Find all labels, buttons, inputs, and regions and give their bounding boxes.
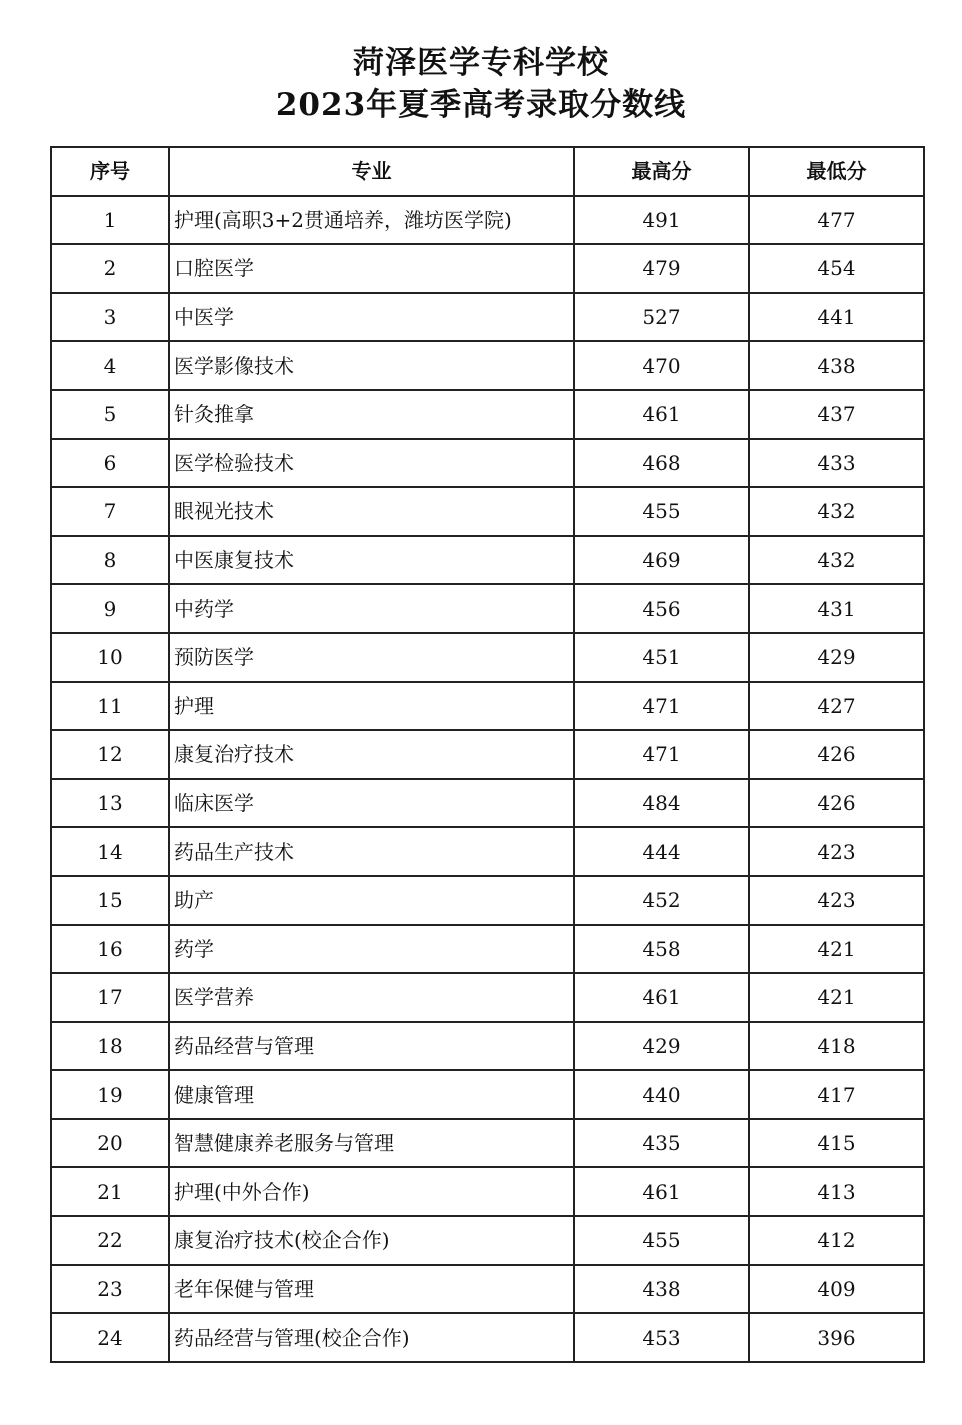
table-row — [51, 584, 924, 633]
table-row — [51, 682, 924, 731]
table-header-row — [51, 147, 924, 196]
cell-major: 中医康复技术 — [169, 536, 574, 585]
cell-min-score: 438 — [749, 341, 924, 390]
cell-min-score: 423 — [749, 827, 924, 876]
cell-min-score: 417 — [749, 1070, 924, 1119]
cell-no: 8 — [51, 536, 169, 585]
cell-major: 药品生产技术 — [169, 827, 574, 876]
cell-min-score: 454 — [749, 244, 924, 293]
table-row — [51, 536, 924, 585]
cell-min-score: 418 — [749, 1022, 924, 1071]
cell-max-score: 461 — [574, 973, 749, 1022]
cell-max-score: 484 — [574, 779, 749, 828]
table-row — [51, 1070, 924, 1119]
header-min-score: 最低分 — [749, 147, 924, 196]
cell-major: 老年保健与管理 — [169, 1265, 574, 1314]
cell-no: 5 — [51, 390, 169, 439]
table-row — [51, 1167, 924, 1216]
cell-major: 医学检验技术 — [169, 439, 574, 488]
table-row — [51, 341, 924, 390]
cell-major: 助产 — [169, 876, 574, 925]
cell-no: 9 — [51, 584, 169, 633]
cell-max-score: 461 — [574, 390, 749, 439]
cell-max-score: 479 — [574, 244, 749, 293]
table-body — [51, 196, 924, 1362]
cell-no: 11 — [51, 682, 169, 731]
cell-major: 中医学 — [169, 293, 574, 342]
table-row — [51, 1265, 924, 1314]
header-major: 专业 — [169, 147, 574, 196]
cell-major: 预防医学 — [169, 633, 574, 682]
cell-min-score: 423 — [749, 876, 924, 925]
cell-max-score: 453 — [574, 1313, 749, 1362]
cell-max-score: 456 — [574, 584, 749, 633]
cell-major: 康复治疗技术 — [169, 730, 574, 779]
table-row — [51, 196, 924, 245]
table-row — [51, 925, 924, 974]
table-row — [51, 1022, 924, 1071]
cell-no: 16 — [51, 925, 169, 974]
cell-major: 口腔医学 — [169, 244, 574, 293]
cell-major: 中药学 — [169, 584, 574, 633]
table-row — [51, 730, 924, 779]
cell-no: 15 — [51, 876, 169, 925]
cell-max-score: 468 — [574, 439, 749, 488]
admission-score-table — [50, 146, 925, 1363]
cell-no: 10 — [51, 633, 169, 682]
cell-max-score: 438 — [574, 1265, 749, 1314]
cell-min-score: 433 — [749, 439, 924, 488]
cell-max-score: 470 — [574, 341, 749, 390]
cell-min-score: 426 — [749, 730, 924, 779]
cell-major: 护理(中外合作) — [169, 1167, 574, 1216]
cell-no: 2 — [51, 244, 169, 293]
table-row — [51, 293, 924, 342]
cell-min-score: 396 — [749, 1313, 924, 1362]
cell-max-score: 469 — [574, 536, 749, 585]
table-row — [51, 487, 924, 536]
document-title-school: 菏泽医学专科学校 — [353, 45, 609, 81]
cell-min-score: 409 — [749, 1265, 924, 1314]
table-row — [51, 439, 924, 488]
header-no: 序号 — [51, 147, 169, 196]
cell-no: 20 — [51, 1119, 169, 1168]
cell-no: 17 — [51, 973, 169, 1022]
cell-no: 7 — [51, 487, 169, 536]
cell-max-score: 452 — [574, 876, 749, 925]
cell-min-score: 441 — [749, 293, 924, 342]
cell-no: 6 — [51, 439, 169, 488]
cell-no: 24 — [51, 1313, 169, 1362]
table-row — [51, 244, 924, 293]
cell-no: 21 — [51, 1167, 169, 1216]
cell-min-score: 477 — [749, 196, 924, 245]
cell-major: 药品经营与管理 — [169, 1022, 574, 1071]
cell-min-score: 426 — [749, 779, 924, 828]
cell-no: 3 — [51, 293, 169, 342]
cell-no: 13 — [51, 779, 169, 828]
table-row — [51, 1119, 924, 1168]
cell-no: 4 — [51, 341, 169, 390]
cell-no: 19 — [51, 1070, 169, 1119]
cell-major: 医学营养 — [169, 973, 574, 1022]
table-row — [51, 390, 924, 439]
cell-no: 23 — [51, 1265, 169, 1314]
cell-major: 眼视光技术 — [169, 487, 574, 536]
cell-max-score: 440 — [574, 1070, 749, 1119]
cell-max-score: 451 — [574, 633, 749, 682]
table-row — [51, 633, 924, 682]
cell-min-score: 415 — [749, 1119, 924, 1168]
cell-min-score: 413 — [749, 1167, 924, 1216]
table-row — [51, 973, 924, 1022]
cell-major: 药学 — [169, 925, 574, 974]
cell-major: 护理(高职3+2贯通培养，潍坊医学院) — [169, 196, 574, 245]
cell-max-score: 471 — [574, 730, 749, 779]
table-row — [51, 1313, 924, 1362]
cell-max-score: 435 — [574, 1119, 749, 1168]
cell-min-score: 412 — [749, 1216, 924, 1265]
cell-major: 康复治疗技术(校企合作) — [169, 1216, 574, 1265]
cell-no: 1 — [51, 196, 169, 245]
cell-max-score: 527 — [574, 293, 749, 342]
cell-min-score: 432 — [749, 487, 924, 536]
cell-max-score: 455 — [574, 487, 749, 536]
cell-no: 18 — [51, 1022, 169, 1071]
cell-max-score: 471 — [574, 682, 749, 731]
document-title-subject: 2023年夏季高考录取分数线 — [275, 87, 687, 123]
table-row — [51, 779, 924, 828]
cell-no: 22 — [51, 1216, 169, 1265]
cell-min-score: 421 — [749, 925, 924, 974]
cell-no: 14 — [51, 827, 169, 876]
cell-major: 医学影像技术 — [169, 341, 574, 390]
cell-min-score: 421 — [749, 973, 924, 1022]
cell-min-score: 429 — [749, 633, 924, 682]
cell-max-score: 444 — [574, 827, 749, 876]
cell-major: 针灸推拿 — [169, 390, 574, 439]
table-row — [51, 827, 924, 876]
cell-max-score: 429 — [574, 1022, 749, 1071]
cell-max-score: 455 — [574, 1216, 749, 1265]
cell-major: 健康管理 — [169, 1070, 574, 1119]
cell-major: 护理 — [169, 682, 574, 731]
cell-no: 12 — [51, 730, 169, 779]
cell-max-score: 458 — [574, 925, 749, 974]
header-max-score: 最高分 — [574, 147, 749, 196]
cell-min-score: 431 — [749, 584, 924, 633]
cell-min-score: 437 — [749, 390, 924, 439]
table-row — [51, 876, 924, 925]
cell-max-score: 491 — [574, 196, 749, 245]
cell-max-score: 461 — [574, 1167, 749, 1216]
table-row — [51, 1216, 924, 1265]
cell-min-score: 432 — [749, 536, 924, 585]
cell-major: 药品经营与管理(校企合作) — [169, 1313, 574, 1362]
cell-min-score: 427 — [749, 682, 924, 731]
cell-major: 临床医学 — [169, 779, 574, 828]
cell-major: 智慧健康养老服务与管理 — [169, 1119, 574, 1168]
